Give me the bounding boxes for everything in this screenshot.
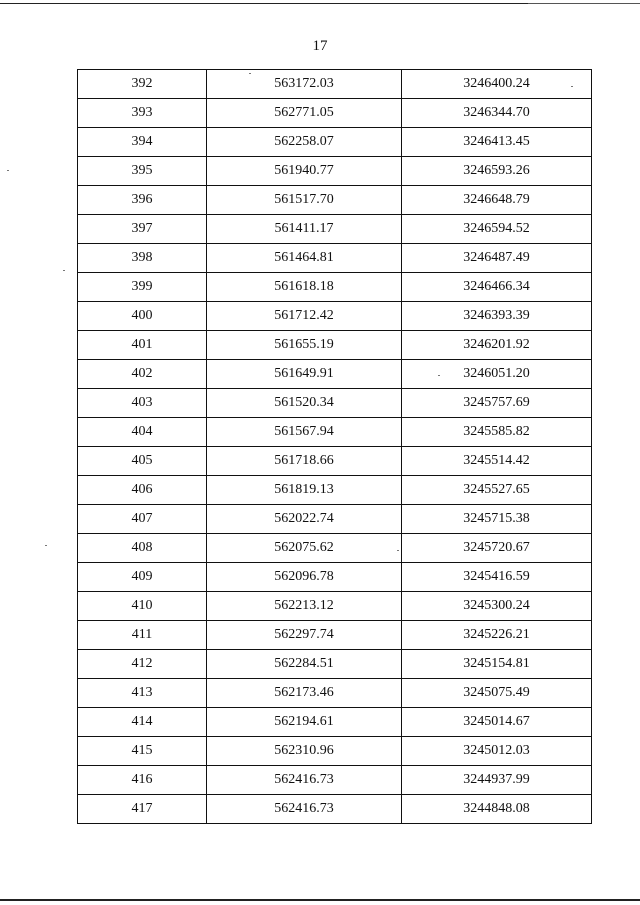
table-row: [78, 534, 592, 563]
y-coordinate-cell: 3245075.49: [402, 679, 592, 708]
x-coordinate-cell: 562194.61: [207, 708, 402, 737]
table-row: [78, 737, 592, 766]
x-coordinate-cell: 561411.17: [207, 215, 402, 244]
y-coordinate-cell: 3245300.24: [402, 592, 592, 621]
x-coordinate-cell: 562771.05: [207, 99, 402, 128]
y-coordinate-cell: 3245014.67: [402, 708, 592, 737]
table-row: [78, 563, 592, 592]
y-coordinate-cell: 3246593.26: [402, 157, 592, 186]
scan-speck: [45, 545, 47, 546]
y-coordinate-cell: 3245416.59: [402, 563, 592, 592]
coordinate-table-body: [78, 70, 592, 824]
point-number-cell: 401: [78, 331, 207, 360]
x-coordinate-cell: 561819.13: [207, 476, 402, 505]
coordinate-table: [77, 69, 592, 824]
table-row: [78, 70, 592, 99]
top-rule: [0, 3, 528, 4]
point-number-cell: 406: [78, 476, 207, 505]
point-number-cell: 394: [78, 128, 207, 157]
point-number-cell: 408: [78, 534, 207, 563]
point-number-cell: 415: [78, 737, 207, 766]
bottom-rule: [0, 899, 640, 901]
y-coordinate-cell: 3246648.79: [402, 186, 592, 215]
table-row: [78, 128, 592, 157]
table-row: [78, 99, 592, 128]
point-number-cell: 413: [78, 679, 207, 708]
point-number-cell: 414: [78, 708, 207, 737]
y-coordinate-cell: 3245514.42: [402, 447, 592, 476]
table-row: [78, 505, 592, 534]
x-coordinate-cell: 561940.77: [207, 157, 402, 186]
scan-speck: [438, 375, 440, 376]
x-coordinate-cell: 561649.91: [207, 360, 402, 389]
x-coordinate-cell: 562075.62: [207, 534, 402, 563]
top-rule-right: [528, 3, 640, 4]
table-row: [78, 331, 592, 360]
x-coordinate-cell: 562416.73: [207, 795, 402, 824]
point-number-cell: 395: [78, 157, 207, 186]
x-coordinate-cell: 562022.74: [207, 505, 402, 534]
point-number-cell: 400: [78, 302, 207, 331]
point-number-cell: 397: [78, 215, 207, 244]
x-coordinate-cell: 561712.42: [207, 302, 402, 331]
y-coordinate-cell: 3246487.49: [402, 244, 592, 273]
point-number-cell: 411: [78, 621, 207, 650]
point-number-cell: 405: [78, 447, 207, 476]
x-coordinate-cell: 562416.73: [207, 766, 402, 795]
table-row: [78, 795, 592, 824]
x-coordinate-cell: 561655.19: [207, 331, 402, 360]
y-coordinate-cell: 3246201.92: [402, 331, 592, 360]
point-number-cell: 416: [78, 766, 207, 795]
table-row: [78, 215, 592, 244]
y-coordinate-cell: 3244848.08: [402, 795, 592, 824]
point-number-cell: 398: [78, 244, 207, 273]
y-coordinate-cell: 3246594.52: [402, 215, 592, 244]
table-row: [78, 679, 592, 708]
point-number-cell: 393: [78, 99, 207, 128]
x-coordinate-cell: 563172.03: [207, 70, 402, 99]
y-coordinate-cell: 3246413.45: [402, 128, 592, 157]
table-row: [78, 592, 592, 621]
y-coordinate-cell: 3245585.82: [402, 418, 592, 447]
x-coordinate-cell: 561517.70: [207, 186, 402, 215]
table-row: [78, 157, 592, 186]
x-coordinate-cell: 561464.81: [207, 244, 402, 273]
x-coordinate-cell: 562096.78: [207, 563, 402, 592]
point-number-cell: 396: [78, 186, 207, 215]
point-number-cell: 403: [78, 389, 207, 418]
x-coordinate-cell: 562213.12: [207, 592, 402, 621]
table-row: [78, 418, 592, 447]
point-number-cell: 402: [78, 360, 207, 389]
scan-speck: [571, 86, 573, 87]
y-coordinate-cell: 3246051.20: [402, 360, 592, 389]
page-number: 17: [312, 38, 328, 54]
x-coordinate-cell: 561618.18: [207, 273, 402, 302]
table-row: [78, 186, 592, 215]
table-row: [78, 650, 592, 679]
x-coordinate-cell: 562284.51: [207, 650, 402, 679]
table-row: [78, 360, 592, 389]
table-row: [78, 708, 592, 737]
x-coordinate-cell: 562258.07: [207, 128, 402, 157]
table-row: [78, 273, 592, 302]
x-coordinate-cell: 561520.34: [207, 389, 402, 418]
table-row: [78, 766, 592, 795]
y-coordinate-cell: 3245757.69: [402, 389, 592, 418]
scan-speck: [63, 270, 65, 271]
y-coordinate-cell: 3246466.34: [402, 273, 592, 302]
table-row: [78, 621, 592, 650]
x-coordinate-cell: 562297.74: [207, 621, 402, 650]
y-coordinate-cell: 3246393.39: [402, 302, 592, 331]
y-coordinate-cell: 3245715.38: [402, 505, 592, 534]
point-number-cell: 399: [78, 273, 207, 302]
point-number-cell: 412: [78, 650, 207, 679]
y-coordinate-cell: 3245226.21: [402, 621, 592, 650]
table-row: [78, 302, 592, 331]
y-coordinate-cell: 3244937.99: [402, 766, 592, 795]
y-coordinate-cell: 3245154.81: [402, 650, 592, 679]
point-number-cell: 410: [78, 592, 207, 621]
scan-speck: [7, 170, 9, 171]
y-coordinate-cell: 3245012.03: [402, 737, 592, 766]
table-row: [78, 476, 592, 505]
point-number-cell: 404: [78, 418, 207, 447]
point-number-cell: 407: [78, 505, 207, 534]
point-number-cell: 392: [78, 70, 207, 99]
table-row: [78, 447, 592, 476]
x-coordinate-cell: 562173.46: [207, 679, 402, 708]
y-coordinate-cell: 3245720.67: [402, 534, 592, 563]
x-coordinate-cell: 561567.94: [207, 418, 402, 447]
point-number-cell: 409: [78, 563, 207, 592]
point-number-cell: 417: [78, 795, 207, 824]
x-coordinate-cell: 562310.96: [207, 737, 402, 766]
y-coordinate-cell: 3246344.70: [402, 99, 592, 128]
y-coordinate-cell: 3245527.65: [402, 476, 592, 505]
scan-speck: [249, 73, 251, 74]
y-coordinate-cell: 3246400.24: [402, 70, 592, 99]
table-row: [78, 244, 592, 273]
scan-speck: [397, 550, 399, 551]
x-coordinate-cell: 561718.66: [207, 447, 402, 476]
table-row: [78, 389, 592, 418]
